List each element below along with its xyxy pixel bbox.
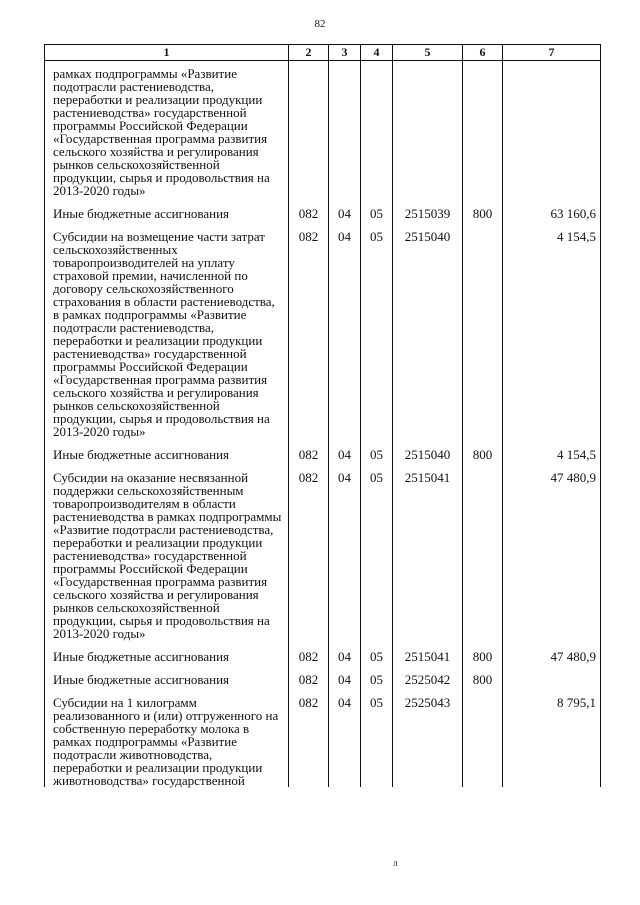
row-target-article: 2515041 xyxy=(393,471,463,640)
row-expense-type: 800 xyxy=(463,207,503,220)
row-ministry-code: 082 xyxy=(289,673,329,686)
row-description: Субсидии на возмещение части затрат сельскохозяйственных товаропроизводителей на уплату страховой премии, начисленной по договору сельскохозяйственного страхования в области растениеводства, в рамках подпрограммы «Развитие подотрасли растениеводства, переработки и реализации продукции растениеводства» государственной программы Российской Федерации «Государственная программа развития сельского хозяйства и регулирования рынков сельскохозяйственной продукции, сырья и продовольствия на 2013-2020 годы» xyxy=(45,230,289,438)
row-amount: 4 154,5 xyxy=(503,448,601,461)
row-ministry-code: 082 xyxy=(289,650,329,663)
row-description: Субсидии на оказание несвязанной поддержки сельскохозяйственным товаропроизводителям в области растениеводства в рамках подпрограммы «Развитие подотрасли растениеводства, переработки и реализации продукции растениеводства» государственной программы Российской Федерации «Государственная программа развития сельского хозяйства и регулирования рынков сельскохозяйственной продукции, сырья и продовольствия на 2013-2020 годы» xyxy=(45,471,289,640)
table-row xyxy=(45,673,601,686)
row-amount: 47 480,9 xyxy=(503,471,601,640)
row-section: 04 xyxy=(329,230,361,438)
row-target-article: 2515041 xyxy=(393,650,463,663)
row-target-article: 2515039 xyxy=(393,207,463,220)
row-subsection: 05 xyxy=(361,696,393,787)
row-target-article: 2525043 xyxy=(393,696,463,787)
row-ministry-code xyxy=(289,67,329,197)
page-number: 82 xyxy=(314,18,326,30)
row-expense-type xyxy=(463,696,503,787)
row-ministry-code: 082 xyxy=(289,471,329,640)
row-section: 04 xyxy=(329,448,361,461)
table-row xyxy=(45,207,601,220)
table-row xyxy=(45,650,601,663)
row-expense-type: 800 xyxy=(463,448,503,461)
row-section: 04 xyxy=(329,471,361,640)
row-ministry-code: 082 xyxy=(289,696,329,787)
row-section xyxy=(329,67,361,197)
row-expense-type xyxy=(463,230,503,438)
table-row xyxy=(45,230,601,438)
row-section: 04 xyxy=(329,207,361,220)
row-expense-type: 800 xyxy=(463,673,503,686)
column-header-1: 1 xyxy=(45,45,289,61)
row-subsection: 05 xyxy=(361,650,393,663)
budget-table xyxy=(44,44,601,787)
row-amount: 63 160,6 xyxy=(503,207,601,220)
row-section: 04 xyxy=(329,696,361,787)
row-ministry-code: 082 xyxy=(289,448,329,461)
table-row xyxy=(45,67,601,197)
row-subsection: 05 xyxy=(361,230,393,438)
column-header-7: 7 xyxy=(503,45,601,61)
row-target-article: 2515040 xyxy=(393,230,463,438)
column-header-2: 2 xyxy=(289,45,329,61)
row-description: Субсидии на 1 килограмм реализованного и (или) отгруженного на собственную переработку молока в рамках подпрограммы «Развитие подотрасли животноводства, переработки и реализации продукции животноводства» государственной xyxy=(45,696,289,787)
row-target-article: 2525042 xyxy=(393,673,463,686)
row-subsection: 05 xyxy=(361,471,393,640)
row-subsection: 05 xyxy=(361,673,393,686)
row-expense-type xyxy=(463,471,503,640)
row-subsection: 05 xyxy=(361,207,393,220)
row-amount: 4 154,5 xyxy=(503,230,601,438)
table-row xyxy=(45,448,601,461)
row-amount: 47 480,9 xyxy=(503,650,601,663)
row-target-article: 2515040 xyxy=(393,448,463,461)
row-amount: 8 795,1 xyxy=(503,696,601,787)
column-header-6: 6 xyxy=(463,45,503,61)
row-section: 04 xyxy=(329,650,361,663)
row-description: Иные бюджетные ассигнования xyxy=(45,207,289,220)
row-ministry-code: 082 xyxy=(289,230,329,438)
row-description: рамках подпрограммы «Развитие подотрасли растениеводства, переработки и реализации продукции растениеводства» государственной программы Российской Федерации «Государственная программа развития сельского хозяйства и регулирования рынков сельскохозяйственной продукции, сырья и продовольствия на 2013-2020 годы» xyxy=(45,67,289,197)
row-description: Иные бюджетные ассигнования xyxy=(45,673,289,686)
table-row xyxy=(45,471,601,640)
row-amount xyxy=(503,673,601,686)
column-header-4: 4 xyxy=(361,45,393,61)
row-target-article xyxy=(393,67,463,197)
table-row xyxy=(45,696,601,787)
row-amount xyxy=(503,67,601,197)
row-description: Иные бюджетные ассигнования xyxy=(45,448,289,461)
row-subsection xyxy=(361,67,393,197)
row-ministry-code: 082 xyxy=(289,207,329,220)
footer-mark: л xyxy=(393,858,398,868)
row-subsection: 05 xyxy=(361,448,393,461)
header-row xyxy=(45,45,601,61)
row-expense-type xyxy=(463,67,503,197)
column-header-5: 5 xyxy=(393,45,463,61)
row-expense-type: 800 xyxy=(463,650,503,663)
row-section: 04 xyxy=(329,673,361,686)
column-header-3: 3 xyxy=(329,45,361,61)
row-description: Иные бюджетные ассигнования xyxy=(45,650,289,663)
